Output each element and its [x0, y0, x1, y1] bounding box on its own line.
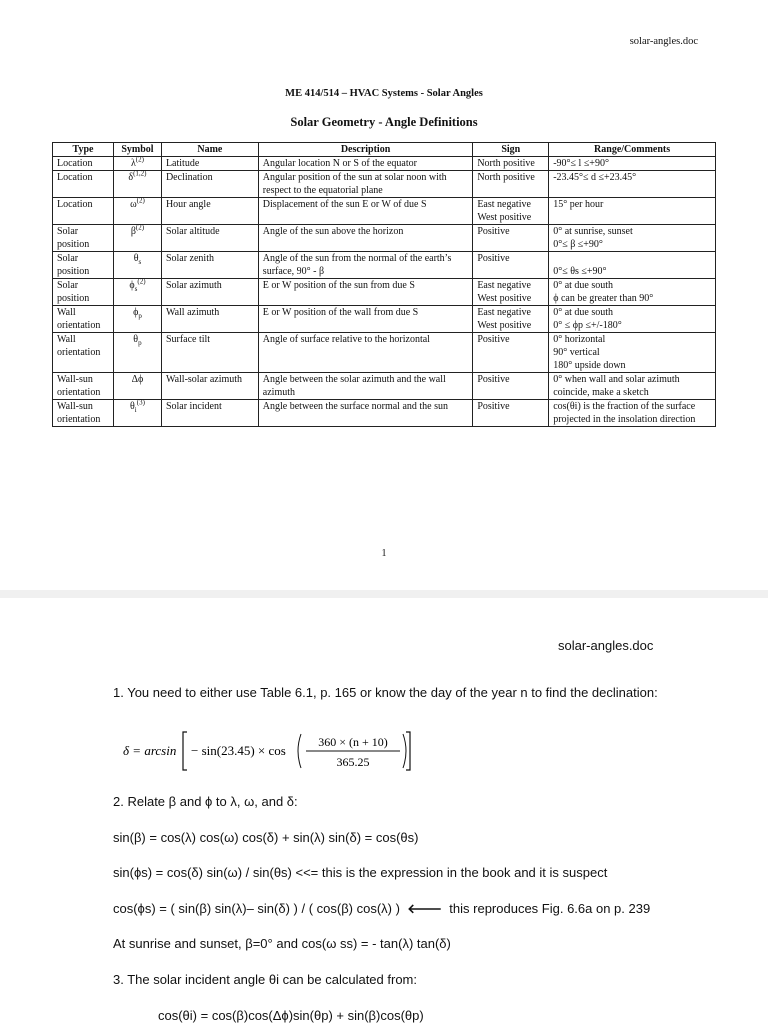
cell-name: Declination: [161, 171, 258, 198]
symbol-footnote: (2): [137, 277, 146, 286]
cell-sign: Positive: [473, 373, 549, 400]
symbol-footnote: (3): [136, 398, 145, 407]
cell-sign: Positive: [473, 252, 549, 279]
column-header: Symbol: [113, 143, 161, 157]
column-header: Description: [258, 143, 473, 157]
symbol-glyph: ω: [130, 199, 137, 210]
cell-range: 0° horizontal 90° vertical 180° upside down: [549, 333, 716, 373]
table-row: [53, 171, 716, 198]
cell-description: Angular position of the sun at solar noon with respect to the equatorial plane: [258, 171, 473, 198]
table-row: [53, 225, 716, 252]
cell-type: Solar position: [53, 279, 114, 306]
header-filename: solar-angles.doc: [629, 36, 698, 47]
cell-type: Location: [53, 171, 114, 198]
symbol-glyph: ϕ: [129, 280, 135, 291]
cell-type: Wall-sun orientation: [53, 400, 114, 427]
cell-name: Solar incident: [161, 400, 258, 427]
cell-symbol: [113, 252, 161, 279]
page-2: [0, 598, 768, 1024]
formula-numerator: 360 × (n + 10): [318, 735, 388, 749]
cell-range: 0° when wall and solar azimuth coincide, make a sketch: [549, 373, 716, 400]
symbol-footnote: (2): [136, 196, 145, 205]
symbol-glyph: θ: [133, 253, 139, 264]
symbol-glyph: δ: [128, 172, 134, 183]
table-header-row: [53, 143, 716, 157]
cell-symbol: [113, 333, 161, 373]
symbol-glyph: Δϕ: [131, 374, 144, 385]
cell-name: Wall azimuth: [161, 306, 258, 333]
formula-denominator: 365.25: [336, 755, 370, 769]
cell-symbol: [113, 171, 161, 198]
symbol-subscript: s: [138, 258, 142, 266]
symbol-footnote: (1,2): [133, 169, 147, 178]
cell-range: 0° at due south 0° ≤ ϕp ≤+/-180°: [549, 306, 716, 333]
question-3: 3. The solar incident angle θi can be calculated from:: [113, 972, 417, 987]
cell-type: Solar position: [53, 225, 114, 252]
cell-symbol: [113, 400, 161, 427]
cell-symbol: [113, 373, 161, 400]
table-row: [53, 306, 716, 333]
symbol-subscript: p: [138, 339, 142, 347]
equation-cos-text: cos(ϕs) = ( sin(β) sin(λ)– sin(δ) ) / ( cos(β) cos(λ) ): [113, 901, 400, 916]
cell-description: Angle of the sun from the normal of the earth’s surface, 90° - β: [258, 252, 473, 279]
cell-description: Angle of surface relative to the horizontal: [258, 333, 473, 373]
cell-sign: Positive: [473, 400, 549, 427]
cell-description: Displacement of the sun E or W of due S: [258, 198, 473, 225]
formula-mid: − sin(23.45) × cos: [191, 743, 286, 758]
cell-type: Location: [53, 198, 114, 225]
question-1-text: 1. You need to either use Table 6.1, p. 165 or know the day of the year n to find the declination:: [113, 685, 658, 700]
cell-symbol: [113, 225, 161, 252]
cell-description: E or W position of the sun from due S: [258, 279, 473, 306]
declination-formula: [123, 726, 413, 776]
cell-sign: North positive: [473, 157, 549, 171]
page-number: 1: [381, 548, 387, 559]
symbol-subscript: s: [134, 285, 138, 293]
column-header: Name: [161, 143, 258, 157]
cell-range: -90°≤ l ≤+90°: [549, 157, 716, 171]
cell-description: E or W position of the wall from due S: [258, 306, 473, 333]
column-header: Type: [53, 143, 114, 157]
symbol-glyph: λ: [130, 158, 136, 169]
column-header: Sign: [473, 143, 549, 157]
cell-type: Solar position: [53, 252, 114, 279]
equation-cos-note: this reproduces Fig. 6.6a on p. 239: [449, 901, 651, 916]
equation-solar-azimuth-cos: [113, 901, 650, 917]
cell-type: Wall orientation: [53, 333, 114, 373]
cell-sign: East negative West positive: [473, 279, 549, 306]
table-row: [53, 279, 716, 306]
symbol-subscript: p: [138, 312, 142, 320]
cell-type: Wall-sun orientation: [53, 373, 114, 400]
table-body: [53, 157, 716, 427]
cell-name: Latitude: [161, 157, 258, 171]
symbol-glyph: β: [130, 226, 136, 237]
column-header: Range/Comments: [549, 143, 716, 157]
course-title: ME 414/514 – HVAC Systems - Solar Angles: [285, 88, 483, 99]
equation-solar-azimuth-sin: sin(ϕs) = cos(δ) sin(ω) / sin(θs) <<= this is the expression in the book and it is suspect: [113, 865, 608, 880]
symbol-glyph: ϕ: [133, 307, 139, 318]
cell-name: Wall-solar azimuth: [161, 373, 258, 400]
cell-range: 15° per hour: [549, 198, 716, 225]
cell-type: Wall orientation: [53, 306, 114, 333]
page-separator: [0, 590, 768, 598]
cell-symbol: [113, 279, 161, 306]
cell-name: Hour angle: [161, 198, 258, 225]
cell-description: Angular location N or S of the equator: [258, 157, 473, 171]
table-row: [53, 252, 716, 279]
formula-lhs: δ = arcsin: [123, 743, 177, 758]
left-bracket: [183, 732, 187, 770]
equation-incident-angle: cos(θi) = cos(β)cos(Δϕ)sin(θp) + sin(β)cos(θp): [158, 1008, 424, 1023]
cell-range: 0° at due south ϕ can be greater than 90°: [549, 279, 716, 306]
symbol-glyph: θ: [133, 334, 139, 345]
cell-range: cos(θi) is the fraction of the surface projected in the insolation direction: [549, 400, 716, 427]
cell-sign: North positive: [473, 171, 549, 198]
left-paren: [298, 734, 301, 768]
cell-symbol: [113, 306, 161, 333]
cell-description: Angle between the surface normal and the sun: [258, 400, 473, 427]
cell-range: -23.45°≤ d ≤+23.45°: [549, 171, 716, 198]
question-2: 2. Relate β and ϕ to λ, ω, and δ:: [113, 794, 298, 809]
cell-description: Angle of the sun above the horizon: [258, 225, 473, 252]
cell-sign: Positive: [473, 225, 549, 252]
cell-name: Surface tilt: [161, 333, 258, 373]
symbol-subscript: i: [134, 406, 137, 414]
cell-range: 0° at sunrise, sunset 0°≤ β ≤+90°: [549, 225, 716, 252]
table-row: [53, 373, 716, 400]
cell-symbol: [113, 157, 161, 171]
table-row: [53, 400, 716, 427]
header-filename-page2: solar-angles.doc: [558, 638, 654, 653]
cell-symbol: [113, 198, 161, 225]
cell-range: 0°≤ θs ≤+90°: [549, 252, 716, 279]
table-row: [53, 333, 716, 373]
right-paren: [403, 734, 406, 768]
cell-type: Location: [53, 157, 114, 171]
cell-sign: Positive: [473, 333, 549, 373]
cell-sign: East negative West positive: [473, 198, 549, 225]
right-bracket: [406, 732, 410, 770]
cell-name: Solar zenith: [161, 252, 258, 279]
cell-sign: East negative West positive: [473, 306, 549, 333]
cell-description: Angle between the solar azimuth and the wall azimuth: [258, 373, 473, 400]
left-arrow-icon: 🡐: [403, 901, 446, 916]
question-1: [113, 684, 673, 702]
angle-definitions-table: [52, 142, 716, 427]
table-title: Solar Geometry - Angle Definitions: [290, 115, 478, 129]
symbol-footnote: (2): [135, 223, 145, 232]
symbol-footnote: (2): [135, 155, 144, 164]
symbol-glyph: θ: [129, 401, 135, 412]
equation-sunrise-sunset: At sunrise and sunset, β=0° and cos(ω ss) = - tan(λ) tan(δ): [113, 936, 451, 951]
cell-name: Solar azimuth: [161, 279, 258, 306]
equation-solar-altitude: sin(β) = cos(λ) cos(ω) cos(δ) + sin(λ) sin(δ) = cos(θs): [113, 830, 419, 845]
table-row: [53, 157, 716, 171]
cell-name: Solar altitude: [161, 225, 258, 252]
table-row: [53, 198, 716, 225]
